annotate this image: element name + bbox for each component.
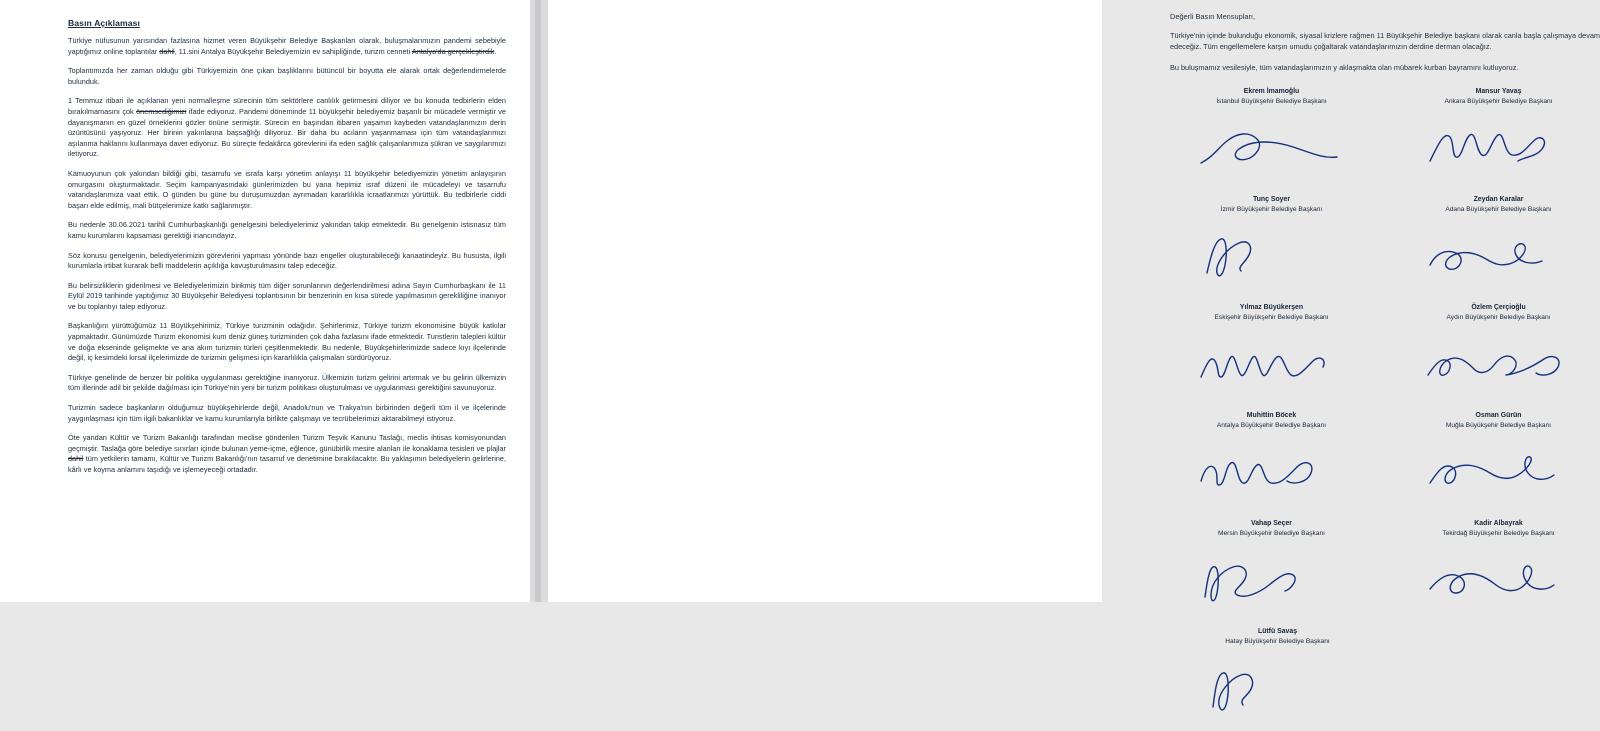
signatory-name: Mansur Yavaş xyxy=(1475,88,1522,96)
paragraph: Bu belirsizliklerin giderilmesi ve Belediyelerimizin birikmiş tüm diğer sorunlarının değerlendirilmesi adına Sayın Cumhurbaşkanı ile 11 Eylül 2019 tarihinde yaptığımız 30 Büyükşehir Belediyesi toplantısının bir benzerinin en kısa sürede yapılmasının gerekliliğine inanıyor ve bu toplantıyı talep ediyoruz. xyxy=(68,280,506,311)
gutter-bar xyxy=(535,0,541,602)
signatory-name: Muhittin Böcek xyxy=(1246,412,1297,420)
signatory-role: Ankara Büyükşehir Belediye Başkanı xyxy=(1444,97,1553,105)
signature-ink xyxy=(1397,325,1600,401)
paragraph: Toplantımızda her zaman olduğu gibi Türkiyemizin öne çıkan başlıklarını bütüncül bir boyutta ele alarak ortak değerlendirmelerde bulunduk. xyxy=(68,66,506,86)
paragraph: Türkiye genelinde de benzer bir politika uygulanması gerektiğine inanıyoruz. Ülkemizin turizm gelirini artırmak ve bu gelirin ülkemizin tüm illerinde adil bir şekilde dağılması için Türkiye'nin yeni bir turizm politikası oluşturulması ve uygulanması gerektiğini savunuyoruz. xyxy=(68,372,506,393)
signatory-name: Özlem Çerçioğlu xyxy=(1471,304,1526,312)
signatory-role: Tekirdağ Büyükşehir Belediye Başkanı xyxy=(1442,529,1555,537)
salutation: Değerli Basın Mensupları, xyxy=(1170,12,1256,21)
signatory-block xyxy=(1397,195,1600,299)
signatory-block xyxy=(1170,411,1373,515)
signatory-block xyxy=(1397,411,1600,515)
signature-ink xyxy=(1170,649,1385,725)
signature-grid xyxy=(1170,87,1600,731)
left-paragraph-list xyxy=(68,36,506,476)
signatory-role: İstanbul Büyükşehir Belediye Başkanı xyxy=(1216,97,1327,105)
signature-ink xyxy=(1170,109,1373,185)
signatory-block xyxy=(1170,195,1373,299)
signature-ink xyxy=(1170,433,1373,509)
signatory-name: Lütfü Savaş xyxy=(1257,628,1298,636)
signatory-name: Osman Gürün xyxy=(1475,412,1522,420)
paragraph: Kamuoyunun çok yakından bildiği gibi, tasarrufu ve israfa karşı yönetim anlayışı 11 büyükşehir belediyemizin yönetim anlayışının omurgasını oluşturmaktadır. Seçim kampanyasındaki günlerimizden bu yana hepimiz israf düzeni ile mücadeleyi ve tasarrufu vatandaşlarımıza vaat ettik. O günden bu güne bu duruşumuzdan ayrımadan kararlılıkla icraatlarımızı yürüttük. Bu tedbirlerle ciddi başarı elde edilmiş, mali bütçelerimize katkı sağlanmıştır. xyxy=(68,168,506,210)
signatory-role: Hatay Büyükşehir Belediye Başkanı xyxy=(1225,637,1330,645)
signatory-role: Mersin Büyükşehir Belediye Başkanı xyxy=(1217,529,1326,537)
signatory-role: İzmir Büyükşehir Belediye Başkanı xyxy=(1220,205,1323,213)
paragraph: 1 Temmuz itibari ile açıklanan yeni normalleşme sürecinin tüm sektörlere canlılık getirmesini diliyor ve bu konuda tedbirlerin elden bırakılmamasını çok önemsediğimizi ifade ediyoruz. Pandemi döneminde 11 büyükşehir belediyemiz başarılı bir mücadele vermiştir ve dayanışmanın en güzel örneklerini gözler önüne sermiştir. Sürecin en başından itibaren yaşamın kaybeden vatandaşlarımızın derin üzüntüsünü yaşıyoruz. Her birinin yakınlarına başsağlığı diliyoruz. Bir daha bu acıların yaşanmaması için tüm vatandaşlarımızı aşılanma haklarını kullanmaya davet ediyoruz. Bu süreçte fedakârca görevlerini ifa eden sağlık çalışanlarımıza şükran ve saygılarımızı iletiyoruz. xyxy=(68,96,506,159)
document-page-left xyxy=(0,0,530,602)
signature-ink xyxy=(1397,109,1600,185)
signatory-role: Antalya Büyükşehir Belediye Başkanı xyxy=(1216,421,1327,429)
signatory-block xyxy=(1170,303,1373,407)
signatory-block xyxy=(1170,519,1373,623)
paragraph: Türkiye'nin içinde bulunduğu ekonomik, siyasal krizlere rağmen 11 Büyükşehir Belediye başkanı olarak canla başla çalışmaya devam edeceğiz. Tüm engellemelere karşın umudu çoğaltarak vatandaşlarımızın derdine derman olacağız. xyxy=(1170,31,1600,51)
paragraph: Bu buluşmamız vesilesiyle, tüm vatandaşlarımızın y aklaşmakta olan mübarek kurban bayramını kutluyoruz. xyxy=(1170,62,1519,72)
signatory-role: Adana Büyükşehir Belediye Başkanı xyxy=(1445,205,1552,213)
signatory-name: Kadir Albayrak xyxy=(1474,520,1523,528)
signatory-name: Yılmaz Büyükerşen xyxy=(1239,304,1304,312)
right-paragraph-list xyxy=(1170,31,1600,73)
signatory-block xyxy=(1397,87,1600,191)
signatory-name: Zeydan Karalar xyxy=(1473,196,1524,204)
signature-ink xyxy=(1397,433,1600,509)
signatory-name: Tunç Soyer xyxy=(1252,196,1290,204)
signatory-name: Ekrem İmamoğlu xyxy=(1243,88,1300,96)
paragraph: Öte yandan Kültür ve Turizm Bakanlığı tarafından meclise gönderilen Turizm Teşvik Kanunu Taslağı, meclis ihtisas komisyonundan geçmiştir. Taslağa göre belediye sınırları içinde bulunan yeme-içme, eğlence, günübirlik mesire alanları ile konaklama tesisleri ve plajlar dahil tüm yetkilerin tamamı, Kültür ve Turizm Bakanlığı'nın tasarruf ve denetimine bırakılacaktır. Bu yaklaşımın belediyelerin gelirlerine, kârlı ve koyma anlamını taşıdığı ve işlemeyeceği ortadadır. xyxy=(68,433,506,474)
signature-ink xyxy=(1170,217,1373,293)
signatory-block xyxy=(1397,303,1600,407)
paragraph: Başkanlığını yürüttüğümüz 11 Büyükşehirimiz, Türkiye turizminin odağıdır. Şehirlerimiz, Türkiye turizm ekonomisine büyük katkılar yapmaktadır. Günümüzde Turizm ekonomisi kum deniz güneş turizminden çok daha fazlasını ifade etmektedir. Turistlerin talepleri kültür ve doğa ekseninde gelişmekte ve ana akım turizmin türleri çeşitlenmektedir. Bu nedenle, Büyükşehirlerimizde sadece kıyı ilçelerinde değil, iç kesimdeki kırsal ilçelerimizde de turizmin gelişmesi için kararlılıkla çalışmaları sürdürüyoruz. xyxy=(68,321,506,363)
paragraph: Turizmin sadece başkanların olduğumuz büyükşehirlerde değil, Anadolu'nun ve Trakya'nın birbirinden değerli tüm il ve ilçelerinde yaygınlaşması için tüm ilgili bakanlıklar ve kamu kurumlarıyla birlikte çalışmayı ve tecrübelerimizi aktarabilmeyi istiyoruz. xyxy=(68,403,506,423)
signatory-role: Eskişehir Büyükşehir Belediye Başkanı xyxy=(1214,313,1329,321)
signatory-role: Muğla Büyükşehir Belediye Başkanı xyxy=(1445,421,1552,429)
signature-ink xyxy=(1397,541,1600,617)
signatory-name: Vahap Seçer xyxy=(1251,520,1292,528)
right-page-content xyxy=(1170,12,1600,731)
signatory-block xyxy=(1397,519,1600,623)
signature-ink xyxy=(1397,217,1600,293)
signature-ink xyxy=(1170,325,1373,401)
signatory-role: Aydın Büyükşehir Belediye Başkanı xyxy=(1446,313,1551,321)
page-title: Basın Açıklaması xyxy=(68,18,140,28)
document-page-right xyxy=(548,0,1600,645)
paragraph: Söz konusu genelgenin, belediyelerimizin görevlerini yapması yönünde bazı engeller oluşturabileceği kanaatindeyiz. Bu hususta, ilgili kurumlarla irtibat kurarak belli maddelerin açıklığa kavuşturulmasını talep edeceğiz. xyxy=(68,250,506,271)
signatory-block xyxy=(1170,627,1385,731)
paragraph: Bu nedenle 30.06.2021 tarihli Cumhurbaşkanlığı genelgesini belediyelerimiz yakından takip etmektedir. Bu genelgenin istisnasız tüm kamu kurumlarını kapsaması gerektiği inancındayız. xyxy=(68,220,506,240)
left-page-content xyxy=(68,18,506,485)
signature-ink xyxy=(1170,541,1373,617)
paragraph: Türkiye nüfusunun yarısından fazlasına hizmet veren Büyükşehir Belediye Başkanları olarak, buluşmalarımızın pandemi sebebiyle yaptığımız online toplantılar dahil, 11.sini Antalya Büyükşehir Belediyemizin ev sahipliğinde, turizm cenneti Antalya'da gerçekleştirdik. xyxy=(68,36,506,56)
signatory-block xyxy=(1170,87,1373,191)
page-gutter xyxy=(530,0,548,602)
